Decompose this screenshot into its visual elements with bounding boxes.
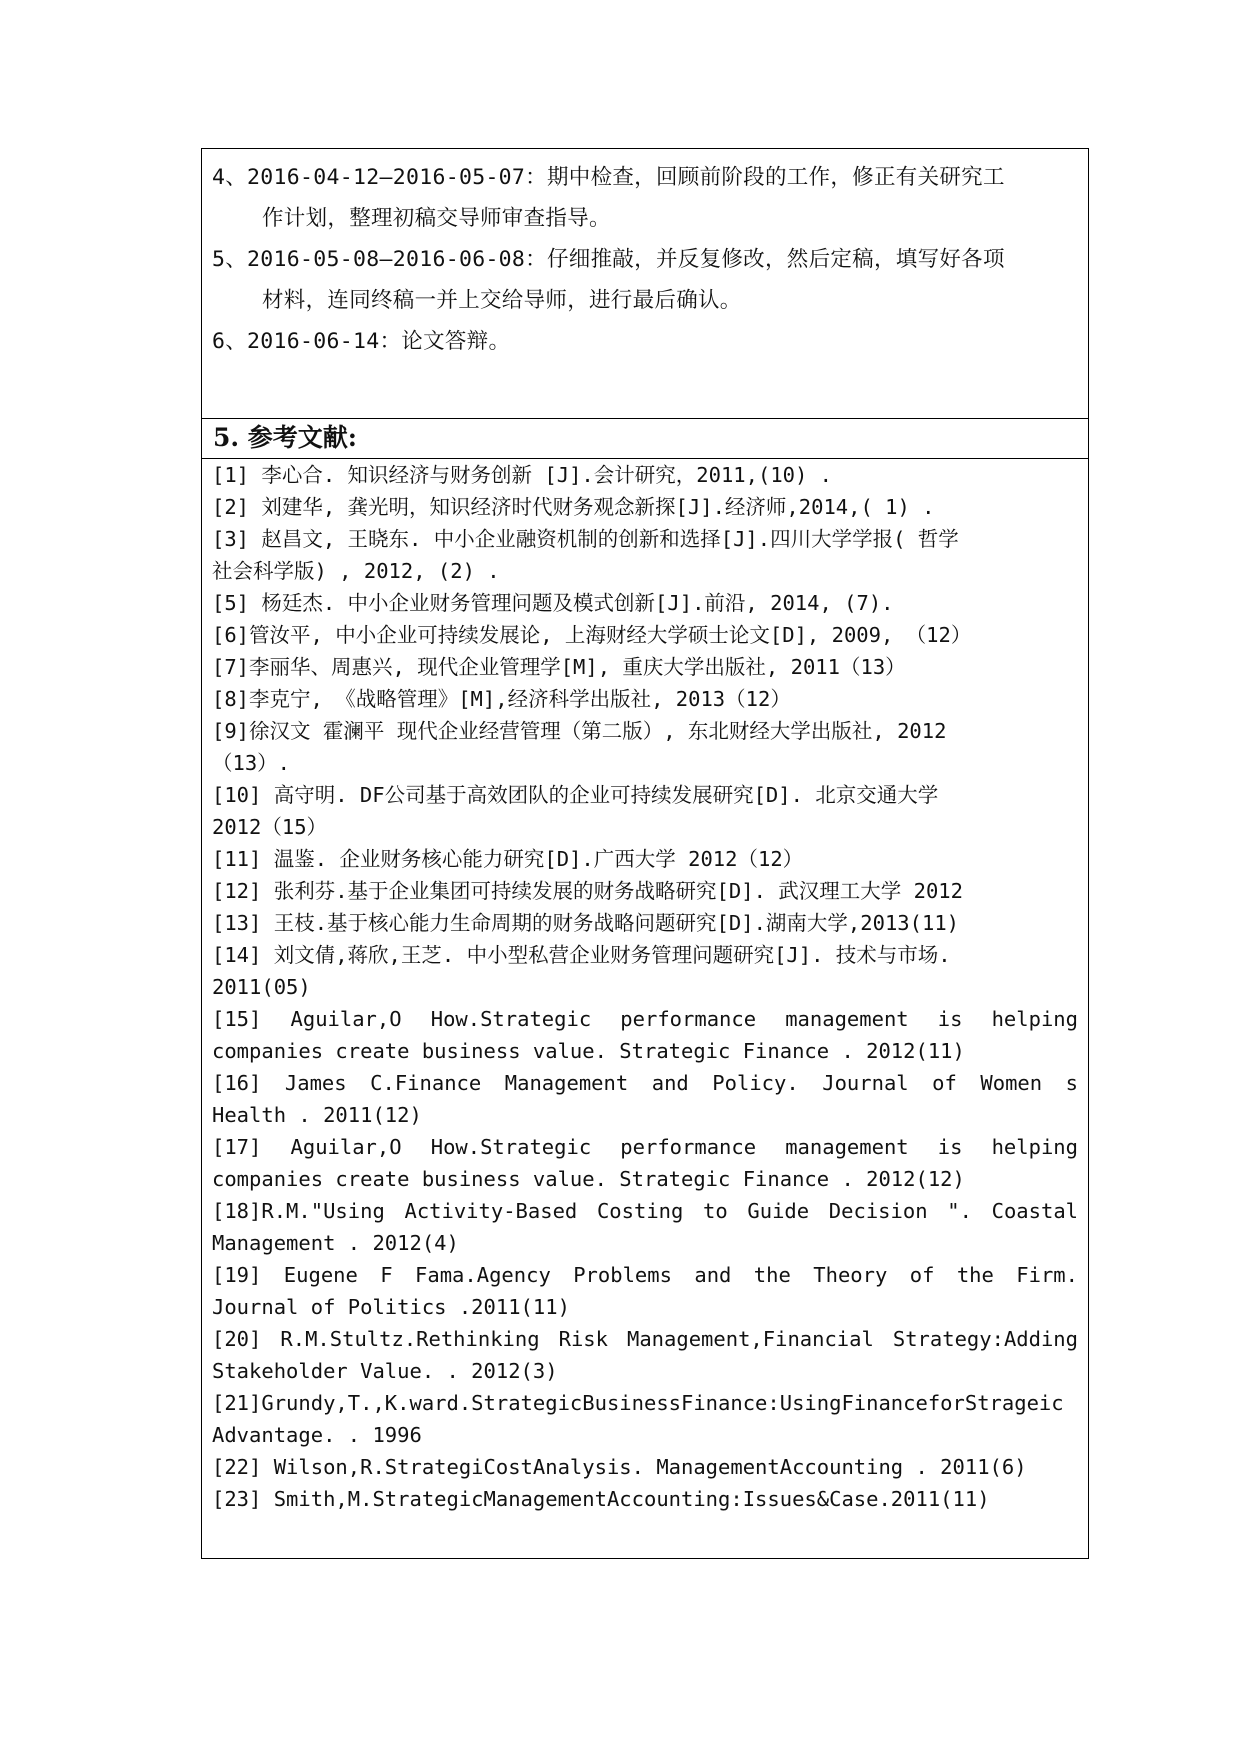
reference-line: [2] 刘建华, 龚光明，知识经济时代财务观念新探[J].经济师,2014,( 1) .	[212, 495, 935, 519]
reference-line: （13）.	[212, 751, 291, 775]
references-list	[212, 459, 1078, 1515]
reference-line: [3] 赵昌文, 王晓东. 中小企业融资机制的创新和选择[J].四川大学学报( 哲学	[212, 527, 959, 551]
reference-line: [6]管汝平, 中小企业可持续发展论, 上海财经大学硕士论文[D], 2009, （12）	[212, 623, 972, 647]
reference-line: Stakeholder Value. . 2012(3)	[212, 1359, 558, 1383]
schedule-item-5	[212, 239, 1072, 321]
reference-line: [16] James C.Finance Management and Policy. Journal of Women s	[212, 1071, 1078, 1095]
reference-line: [17] Aguilar,O How.Strategic performance management is helping	[212, 1135, 1078, 1159]
reference-line: [23] Smith,M.StrategicManagementAccounting:Issues&Case.2011(11)	[212, 1487, 990, 1511]
schedule-item-6-line1: 6、2016-06-14：论文答辩。	[212, 329, 511, 354]
reference-line: [14] 刘文倩,蒋欣,王芝. 中小型私营企业财务管理问题研究[J]. 技术与市场.	[212, 943, 951, 967]
reference-line: [7]李丽华、周惠兴, 现代企业管理学[M], 重庆大学出版社, 2011（13）	[212, 655, 906, 679]
reference-line: companies create business value. Strategic Finance . 2012(12)	[212, 1167, 965, 1191]
reference-line: 社会科学版) , 2012, (2) .	[212, 559, 500, 583]
reference-line: [9]徐汉文 霍澜平 现代企业经营管理（第二版）, 东北财经大学出版社, 2012	[212, 719, 947, 743]
reference-line: [5] 杨廷杰. 中小企业财务管理问题及模式创新[J].前沿, 2014, (7).	[212, 591, 894, 615]
reference-line: [21]Grundy,T.,K.ward.StrategicBusinessFinance:UsingFinanceforStrageic	[212, 1391, 1064, 1415]
schedule-item-5-line2: 材料，连同终稿一并上交给导师，进行最后确认。	[262, 288, 742, 313]
reference-line: Journal of Politics .2011(11)	[212, 1295, 570, 1319]
reference-line: Management . 2012(4)	[212, 1231, 459, 1255]
document-table	[201, 148, 1089, 1559]
reference-line: [18]R.M."Using Activity-Based Costing to Guide Decision ". Coastal	[212, 1199, 1078, 1223]
references-header-cell	[202, 419, 1088, 459]
reference-line: [11] 温鉴. 企业财务核心能力研究[D].广西大学 2012（12）	[212, 847, 804, 871]
reference-line: 2012（15）	[212, 815, 328, 839]
reference-line: [1] 李心合. 知识经济与财务创新 [J].会计研究，2011,(10) .	[212, 463, 833, 487]
references-title: 5. 参考文献:	[213, 423, 358, 452]
reference-line: [13] 王枝.基于核心能力生命周期的财务战略问题研究[D].湖南大学,2013(11)	[212, 911, 959, 935]
reference-line: [20] R.M.Stultz.Rethinking Risk Management,Financial Strategy:Adding	[212, 1327, 1078, 1351]
reference-line: companies create business value. Strategic Finance . 2012(11)	[212, 1039, 965, 1063]
reference-line: [10] 高守明. DF公司基于高效团队的企业可持续发展研究[D]. 北京交通大学	[212, 783, 939, 807]
schedule-item-4	[212, 157, 1072, 239]
reference-line: [8]李克宁, 《战略管理》[M],经济科学出版社, 2013（12）	[212, 687, 791, 711]
reference-line: [22] Wilson,R.StrategiCostAnalysis. ManagementAccounting . 2011(6)	[212, 1455, 1027, 1479]
schedule-cell	[202, 149, 1088, 419]
schedule-item-6	[212, 321, 1072, 362]
reference-line: [12] 张利芬.基于企业集团可持续发展的财务战略研究[D]. 武汉理工大学 2012	[212, 879, 963, 903]
reference-line: [19] Eugene F Fama.Agency Problems and the Theory of the Firm.	[212, 1263, 1078, 1287]
schedule-item-4-line2: 作计划，整理初稿交导师审查指导。	[262, 206, 611, 231]
reference-line: 2011(05)	[212, 975, 311, 999]
reference-line: [15] Aguilar,O How.Strategic performance management is helping	[212, 1007, 1078, 1031]
reference-line: Health . 2011(12)	[212, 1103, 422, 1127]
schedule-item-5-line1: 5、2016-05-08—2016-06-08：仔细推敲，并反复修改，然后定稿，填写好各项	[212, 247, 1005, 272]
schedule-item-4-line1: 4、2016-04-12—2016-05-07：期中检查，回顾前阶段的工作，修正有关研究工	[212, 165, 1005, 190]
reference-line: Advantage. . 1996	[212, 1423, 422, 1447]
